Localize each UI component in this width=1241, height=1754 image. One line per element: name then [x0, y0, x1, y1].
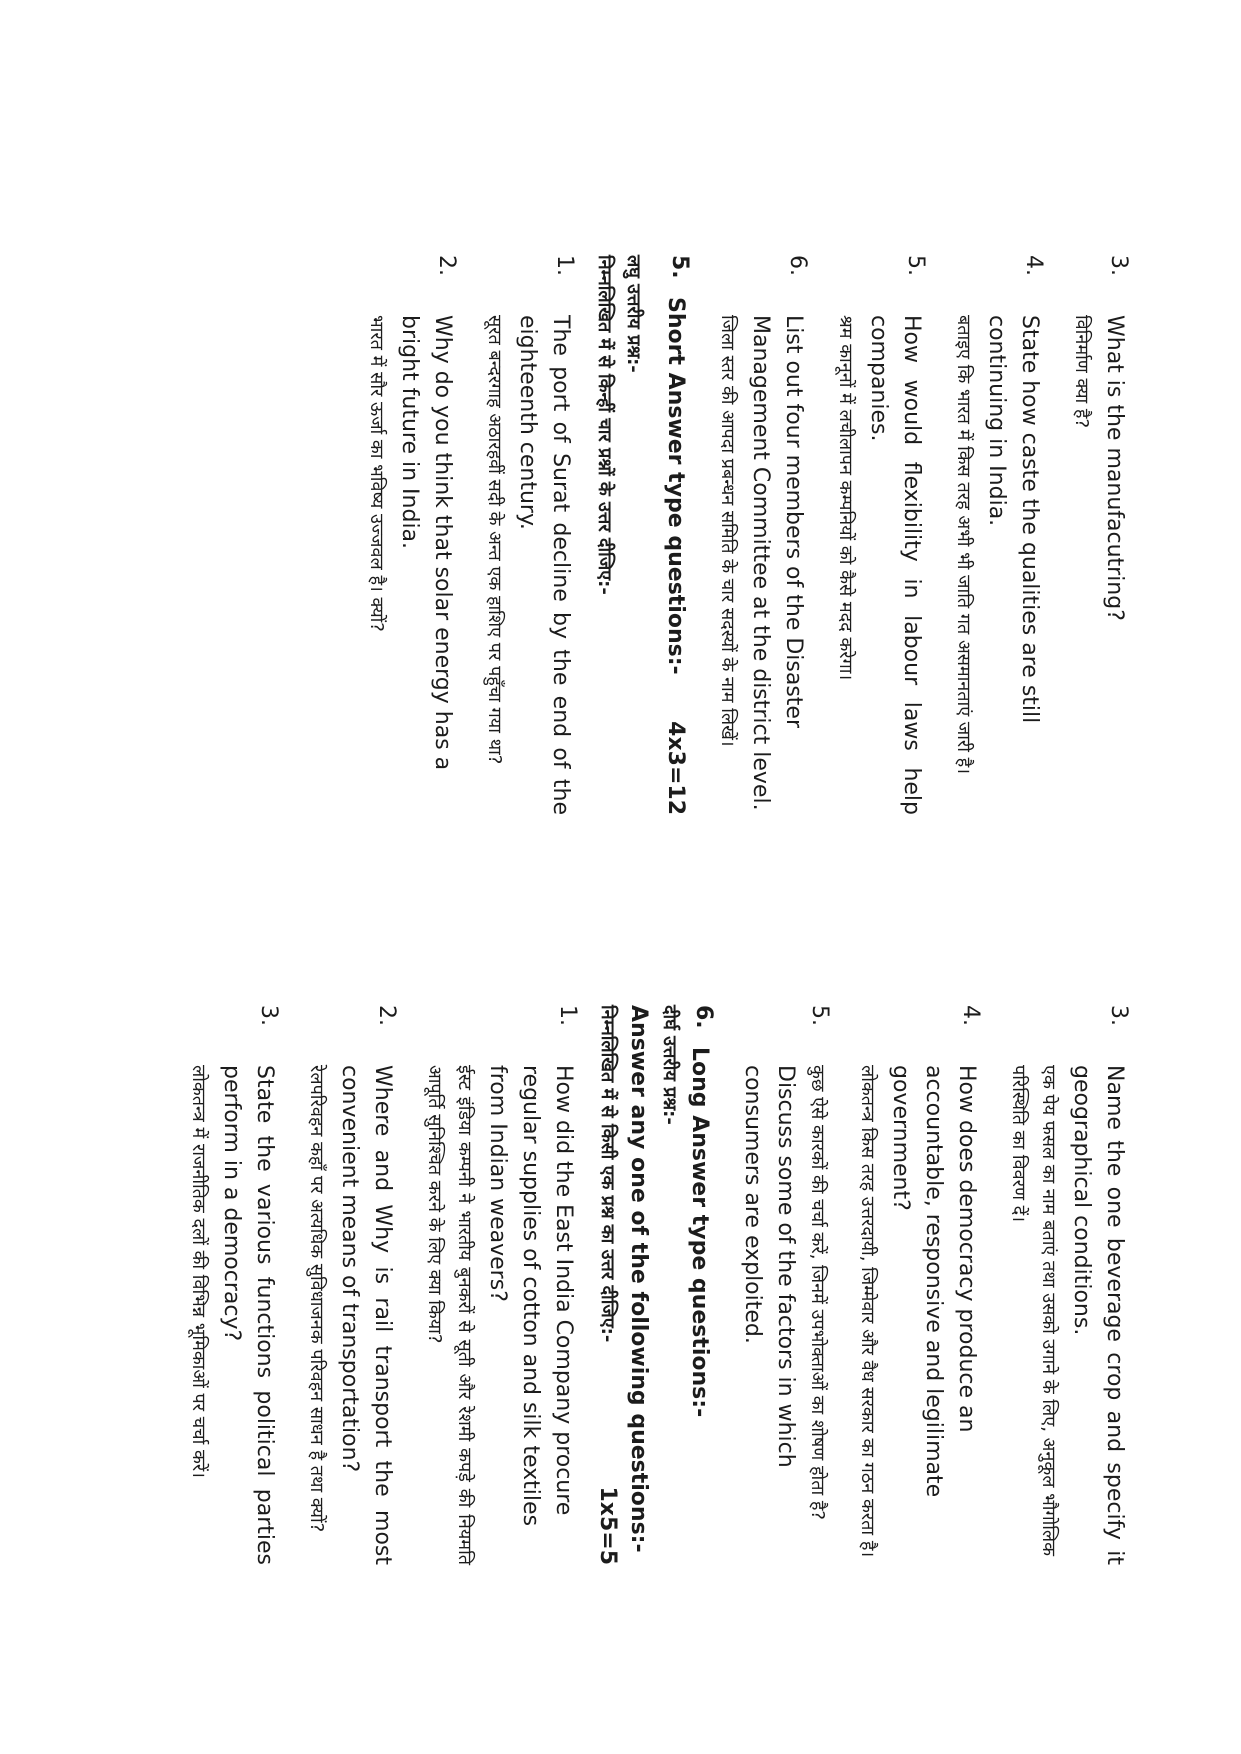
question-5-labour-laws	[830, 255, 928, 815]
question-text-english: How would flexibility in labour laws help companies.	[866, 315, 924, 815]
question-3-manufacturing	[1066, 255, 1131, 815]
short-question-1-surat	[479, 255, 577, 815]
answer-any-one-instruction	[622, 1005, 655, 1565]
question-text-hindi: विनिर्माण क्या है?	[1071, 315, 1092, 429]
right-column	[183, 1005, 1131, 1565]
short-question-2-solar	[361, 255, 459, 815]
question-text-hindi: सूरत बन्दरगाह अठारहवीं सदी के अन्त एक हाशिए पर पहुँचा गया था?	[484, 315, 505, 765]
question-text-english: Discuss some of the factors in which consumers are exploited.	[740, 1065, 798, 1468]
long-question-3-political-parties	[183, 1005, 281, 1565]
section-number: 5.	[667, 255, 692, 279]
question-text-english: Where and Why is rail transport the most convenient means of transportation?	[337, 1065, 395, 1565]
question-text-english: The port of Surat decline by the end of the eighteenth century.	[515, 315, 573, 815]
question-number: 3.	[1106, 255, 1131, 276]
question-text-english: List out four members of the Disaster Management Committee at the district level.	[748, 315, 806, 811]
question-text-hindi: लोकतन्त्र किस तरह उत्तरदायी, जिम्मेवार और वैध सरकार का गठन करता है।	[857, 1065, 878, 1558]
question-text-hindi: रेलपरिवहन कहाँ पर अत्यधिक सुविधाजनक परिवहन साधन है तथा क्यों?	[306, 1065, 327, 1533]
question-text-hindi: बताइए कि भारत में किस तरह अभी भी जाति गत असमानताएं जारी है।	[953, 315, 974, 775]
question-5-consumers	[736, 1005, 832, 1565]
question-number: 2.	[434, 255, 459, 276]
answer-any-text: Answer any one of the following questions:-	[626, 1005, 651, 1553]
question-number: 4.	[1021, 255, 1046, 276]
question-text-hindi: श्रम कानूनों में लचीलापन कम्पनियों को कैसे मदद करेगा।	[835, 315, 856, 681]
question-number: 5.	[903, 255, 928, 276]
question-number: 4.	[958, 1005, 983, 1026]
question-text-english: How does democracy produce an accountable, responsive and legilimate government?	[888, 1065, 979, 1498]
section-instruction-hindi: निम्नलिखित में से किन्हीं चार प्रश्नों के उत्तर दीजिए:-	[594, 255, 615, 595]
question-number: 3.	[1106, 1005, 1131, 1026]
question-text-english: How did the East India Company procure regular supplies of cotton and silk textiles from Indian weavers?	[485, 1065, 576, 1527]
section-heading	[683, 1047, 716, 1565]
question-number: 2.	[374, 1005, 399, 1026]
question-number: 1.	[552, 255, 577, 276]
long-question-2-rail-transport	[301, 1005, 399, 1565]
section-title: Short Answer type questions:-	[663, 297, 688, 675]
question-3-beverage-crop	[1003, 1005, 1131, 1565]
question-text-hindi: जिला स्तर की आपदा प्रबन्धन समिति के चार सदस्यों के नाम लिखें।	[717, 315, 738, 747]
question-6-disaster-committee	[712, 255, 810, 815]
question-text-hindi: एक पेय फसल का नाम बताएं तथा उसको उगाने के लिए, अनुकूल भौगोलिक परिस्थिति का विवरण दें।	[1008, 1065, 1059, 1556]
question-text-english: State the various functions political parties perform in a democracy?	[219, 1065, 277, 1565]
question-text-hindi: ईस्ट इंडिया कम्पनी ने भारतीय बुनकरों से सूती और रेशमी कपड़े की नियमति आपूर्ति सुनिश्चित करने के लिए क्या किया?	[424, 1065, 475, 1565]
question-text-hindi: भारत में सौर ऊर्जा का भविष्य उज्जवल है। क्यों?	[366, 315, 387, 632]
long-question-1-east-india-company	[419, 1005, 580, 1565]
section-subtitle-hindi: लघु उत्तरीय प्रश्न:-	[623, 255, 644, 373]
section-heading	[659, 297, 692, 815]
section-title: Long Answer type questions:-	[687, 1047, 712, 1418]
question-text-english: Name the one beverage crop and specify it geographical conditions.	[1069, 1065, 1127, 1565]
section-marks: 1x5=5	[595, 1486, 620, 1565]
question-4-democracy	[852, 1005, 983, 1565]
section-subtitle-hindi: दीर्घ उत्तरीय प्रश्न:-	[659, 1005, 680, 1125]
question-number: 5.	[807, 1005, 832, 1026]
question-text-english: Why do you think that solar energy has a bright future in India.	[397, 315, 455, 771]
left-column	[361, 255, 1131, 815]
question-text-english: State how caste the qualities are still continuing in India.	[984, 315, 1042, 724]
section-instruction-hindi	[592, 1005, 622, 1565]
question-4-caste	[948, 255, 1046, 815]
question-text-english: What is the manufacutring?	[1102, 315, 1127, 621]
section-5-short-answer	[659, 255, 692, 815]
question-number: 6.	[785, 255, 810, 276]
section-marks: 4x3=12	[663, 721, 688, 815]
question-number: 1.	[555, 1005, 580, 1026]
instruction-text: निम्नलिखित में से किसी एक प्रश्न का उत्तर दीजिए:-	[597, 1005, 618, 1343]
question-text-hindi: लोकतन्त्र में राजनीतिक दलों की विभिन्न भूमिकाओं पर चर्चा करें।	[188, 1065, 209, 1479]
section-number: 6.	[691, 1005, 716, 1029]
question-number: 3.	[256, 1005, 281, 1026]
section-6-long-answer	[683, 1005, 716, 1565]
question-text-hindi: कुछ ऐसे कारकों की चर्चा करें, जिनमें उपभोक्ताओं का शोषण होता है?	[807, 1065, 828, 1520]
